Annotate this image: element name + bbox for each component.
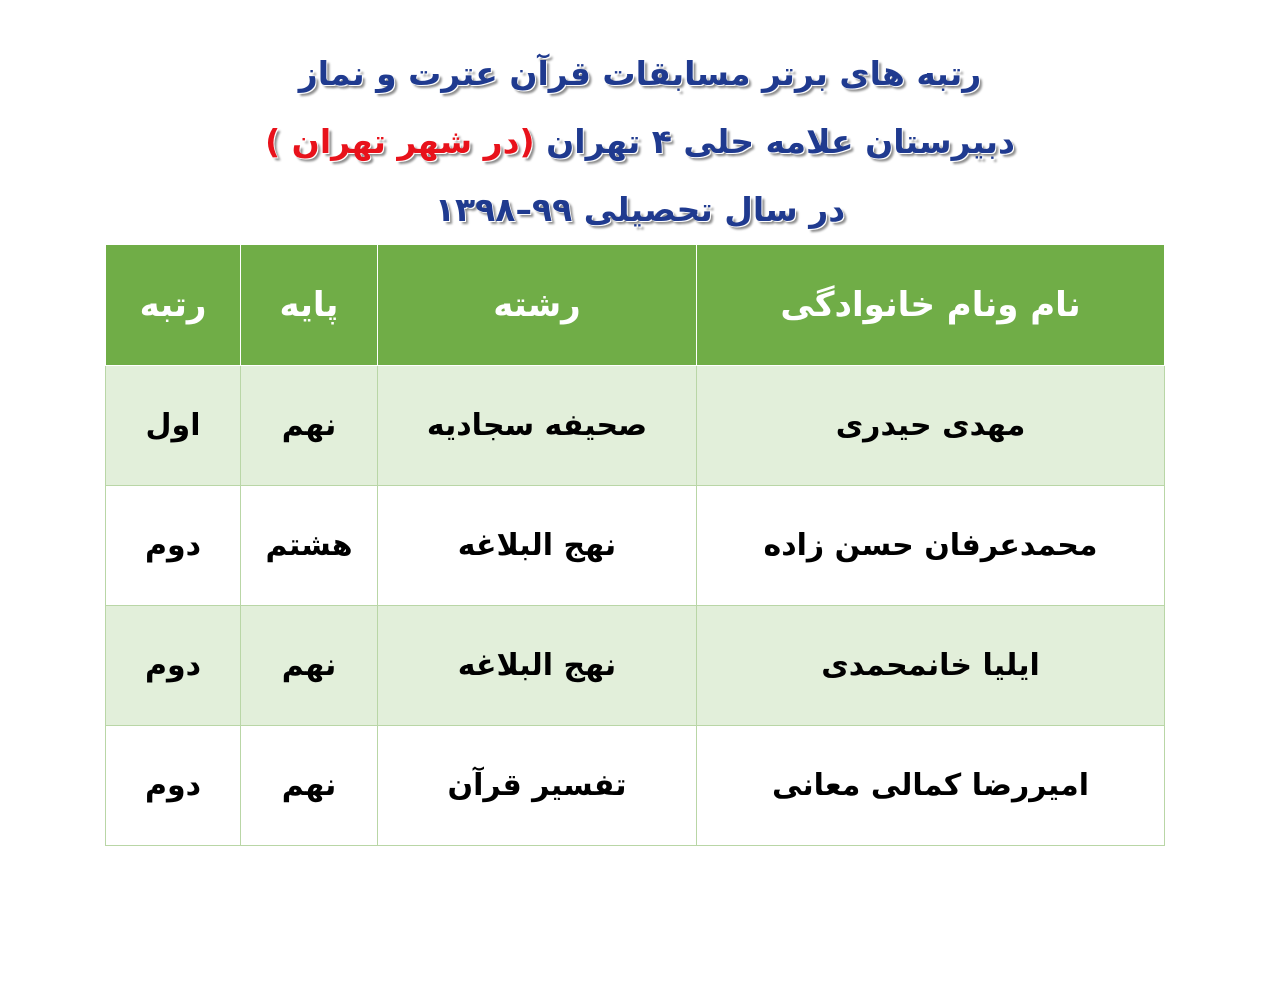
title-line-3: در سال تحصیلی ۹۹–۱۳۹۸ [434, 190, 846, 229]
cell-field: نهج البلاغه [378, 606, 697, 726]
column-header-grade: پایه [241, 245, 378, 366]
cell-name: محمدعرفان حسن زاده [697, 486, 1165, 606]
cell-rank: دوم [106, 606, 241, 726]
cell-rank: دوم [106, 726, 241, 846]
ranking-table [105, 244, 1165, 846]
cell-name: ایلیا خانمحمدی [697, 606, 1165, 726]
cell-field: صحیفه سجادیه [378, 366, 697, 486]
title-block [0, 40, 1280, 244]
cell-field: نهج البلاغه [378, 486, 697, 606]
cell-grade: نهم [241, 726, 378, 846]
cell-field: تفسیر قرآن [378, 726, 697, 846]
school-name: دبیرستان علامه حلی ۴ تهران [546, 122, 1015, 161]
title-line-1: رتبه های برتر مسابقات قرآن عترت و نماز [298, 54, 982, 93]
cell-name: مهدی حیدری [697, 366, 1165, 486]
table-header-row [106, 245, 1165, 366]
table-row [106, 486, 1165, 606]
cell-grade: نهم [241, 366, 378, 486]
city-highlight: (در شهر تهران ) [265, 122, 535, 161]
column-header-name: نام ونام خانوادگی [697, 245, 1165, 366]
title-line-2 [0, 108, 1280, 176]
cell-grade: نهم [241, 606, 378, 726]
cell-name: امیررضا کمالی معانی [697, 726, 1165, 846]
table-row [106, 606, 1165, 726]
column-header-field: رشته [378, 245, 697, 366]
cell-grade: هشتم [241, 486, 378, 606]
cell-rank: دوم [106, 486, 241, 606]
table-row [106, 366, 1165, 486]
cell-rank: اول [106, 366, 241, 486]
column-header-rank: رتبه [106, 245, 241, 366]
table-row [106, 726, 1165, 846]
